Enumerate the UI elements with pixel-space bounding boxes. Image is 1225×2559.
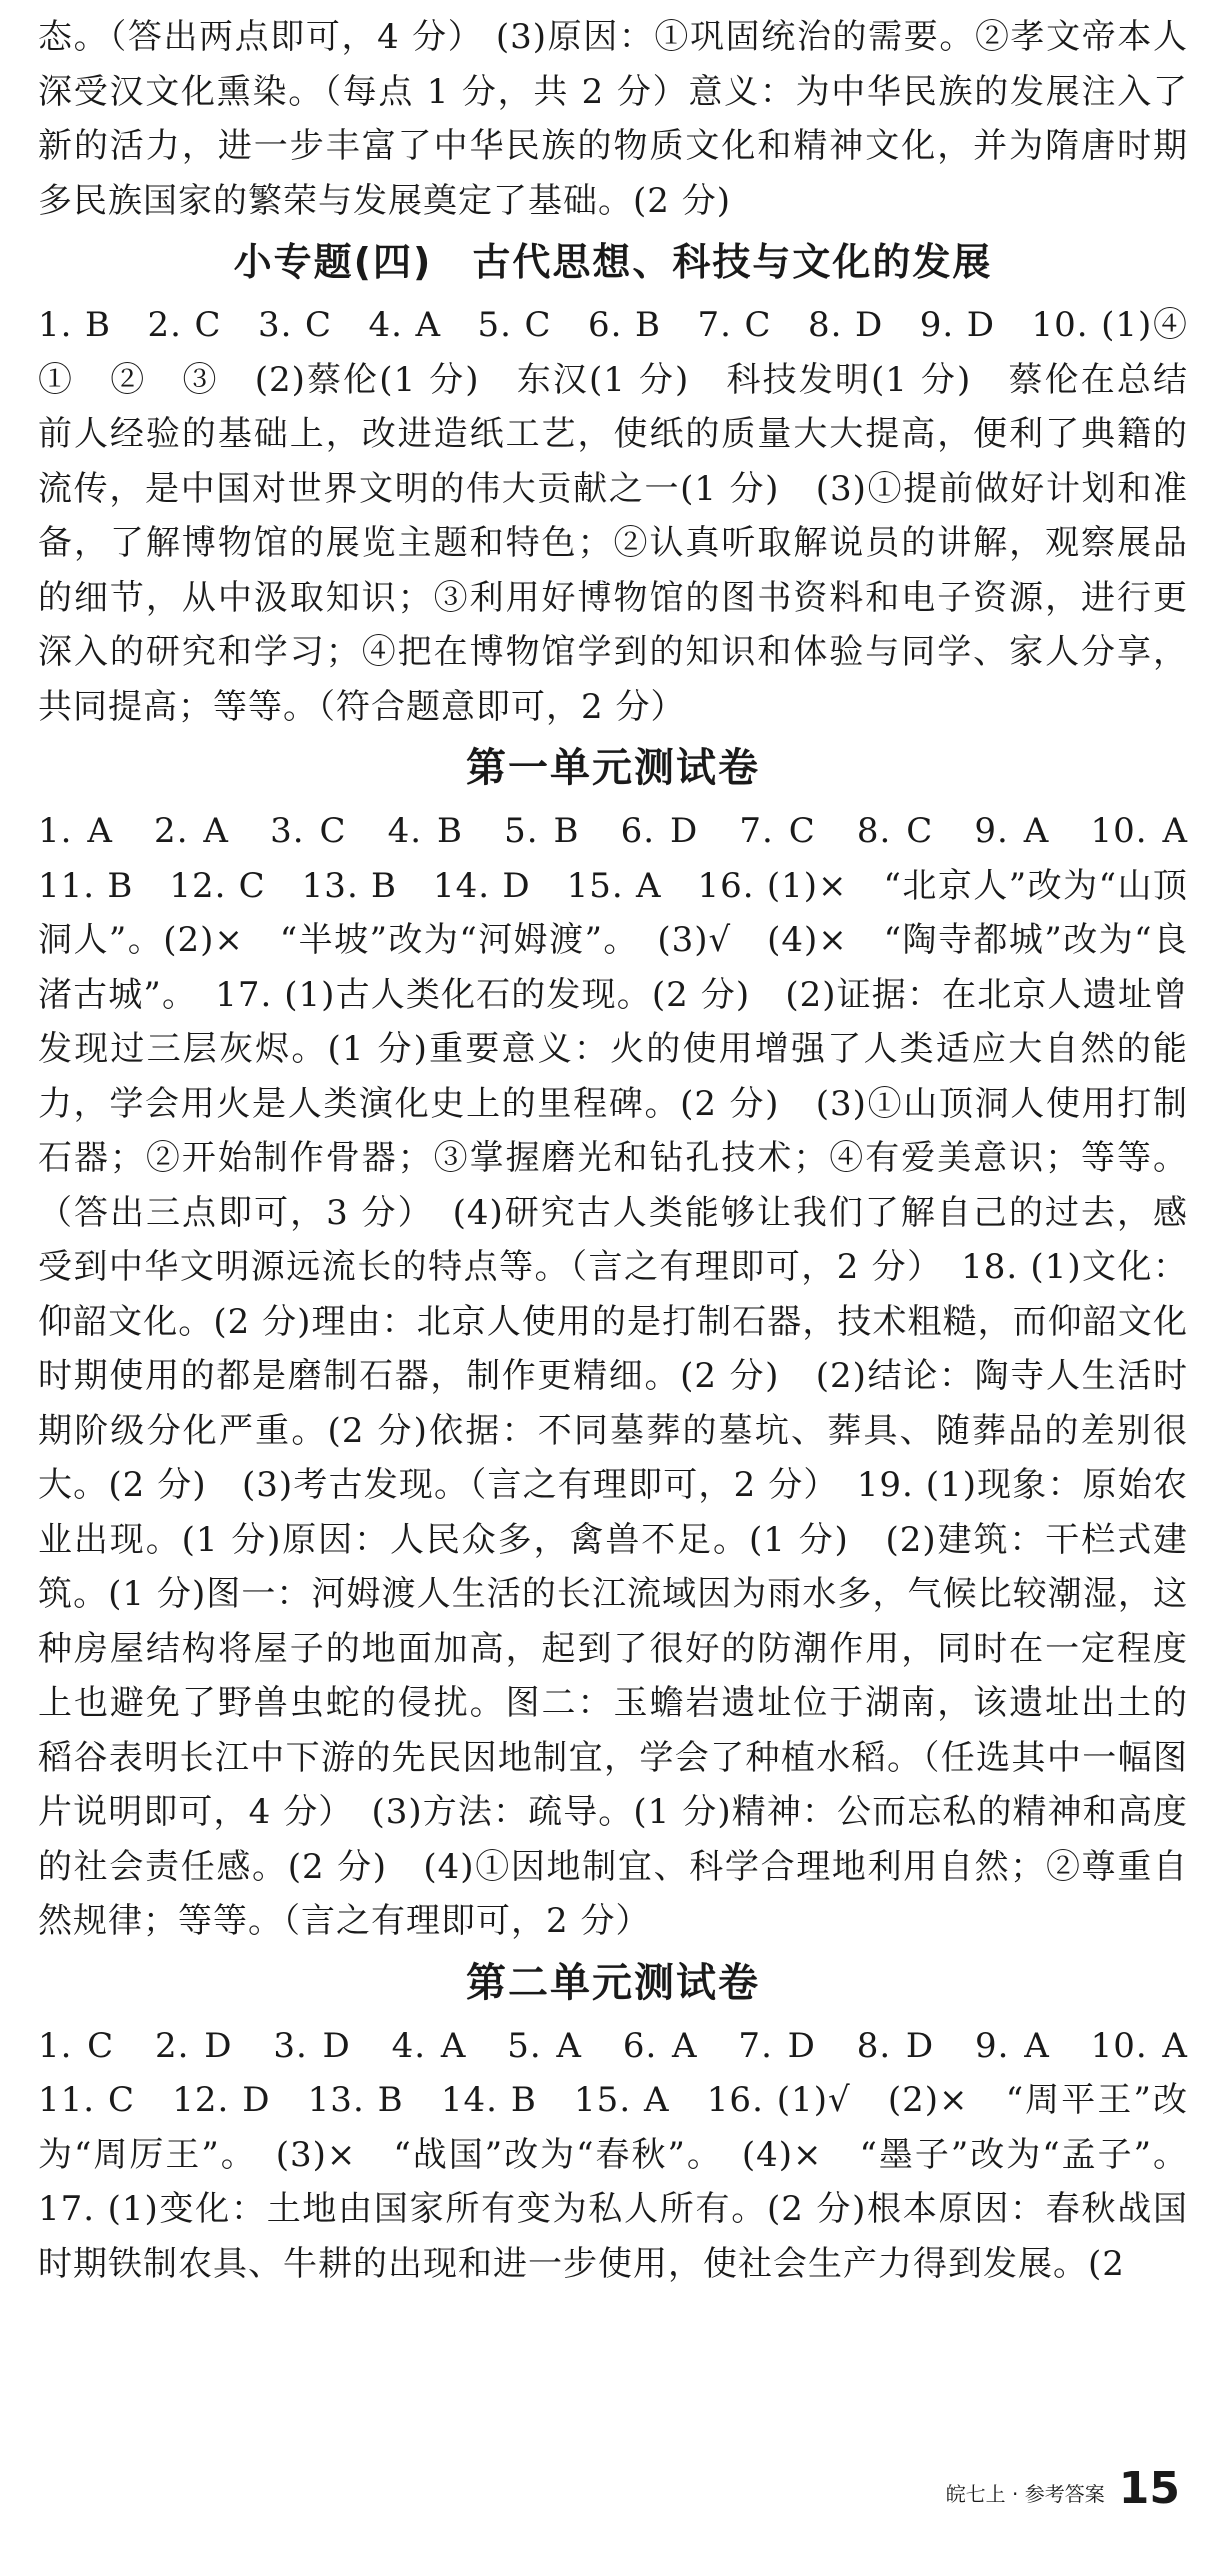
section-title-unit-1-test: 第一单元测试卷 — [466, 745, 760, 791]
page-number: 15 — [1118, 2463, 1180, 2514]
answer-page — [38, 10, 1223, 2291]
page-footer — [946, 2465, 1180, 2513]
continuation-paragraph: 态。（答出两点即可，4 分） (3)原因：①巩固统治的需要。②孝文帝本人深受汉文化熏染。（每点 1 分，共 2 分）意义：为中华民族的发展注入了新的活力，进一步丰富了中华民族的物质文化和精神文化，并为隋唐时期多民族国家的繁荣与发展奠定了基础。(2 分) — [38, 17, 1188, 221]
section-body-topic-4: 1. B 2. C 3. C 4. A 5. C 6. B 7. C 8. D 9. D 10. (1)④ ① ② ③ (2)蔡伦(1 分) 东汉(1 分) 科技发明(1 分) 蔡伦在总结前人经验的基础上，改进造纸工艺，使纸的质量大大提高，便利了典籍的流传，是中国对世界文明的伟大贡献之一(1 分) (3)①提前做好计划和准备，了解博物馆的展览主题和特色；②认真听取解说员的讲解，观察展品的细节，从中汲取知识；③利用好博物馆的图书资料和电子资源，进行更深入的研究和学习；④把在博物馆学到的知识和体验与同学、家人分享，共同提高；等等。（符合题意即可，2 分） — [38, 305, 1223, 727]
section-body-unit-1-test: 1. A 2. A 3. C 4. B 5. B 6. D 7. C 8. C 9. A 10. A 11. B 12. C 13. B 14. D 15. A 16. (1)× “北京人”改为“山顶洞人”。(2)× “半坡”改为“河姆渡”。 (3)√ (4)× “陶寺都城”改为“良渚古城”。 17. (1)古人类化石的发现。(2 分) (2)证据：在北京人遗址曾发现过三层灰烬。(1 分)重要意义：火的使用增强了人类适应大自然的能力，学会用火是人类演化史上的里程碑。(2 分) (3)①山顶洞人使用打制石器；②开始制作骨器；③掌握磨光和钻孔技术；④有爱美意识；等等。（答出三点即可，3 分） (4)研究古人类能够让我们了解自己的过去，感受到中华文明源远流长的特点等。（言之有理即可，2 分） 18. (1)文化：仰韶文化。(2 分)理由：北京人使用的是打制石器，技术粗糙，而仰韶文化时期使用的都是磨制石器，制作更精细。(2 分) (2)结论：陶寺人生活时期阶级分化严重。(2 分)依据：不同墓葬的墓坑、葬具、随葬品的差别很大。(2 分) (3)考古发现。（言之有理即可，2 分） 19. (1)现象：原始农业出现。(1 分)原因：人民众多，禽兽不足。(1 分) (2)建筑：干栏式建筑。(1 分)图一：河姆渡人生活的长江流域因为雨水多，气候比较潮湿，这种房屋结构将屋子的地面加高，起到了很好的防潮作用，同时在一定程度上也避免了野兽虫蛇的侵扰。图二：玉蟾岩遗址位于湖南，该遗址出土的稻谷表明长江中下游的先民因地制宜，学会了种植水稻。（任选其中一幅图片说明即可，4 分） (3)方法：疏导。(1 分)精神：公而忘私的精神和高度的社会责任感。(2 分) (4)①因地制宜、科学合理地利用自然；②尊重自然规律；等等。（言之有理即可，2 分） — [38, 811, 1223, 1941]
footer-label: 皖七上 · 参考答案 — [945, 2482, 1105, 2506]
section-title-topic-4: 小专题(四) 古代思想、科技与文化的发展 — [233, 240, 993, 284]
section-title-unit-2-test: 第二单元测试卷 — [466, 1959, 760, 2006]
section-body-unit-2-test: 1. C 2. D 3. D 4. A 5. A 6. A 7. D 8. D 9. A 10. A 11. C 12. D 13. B 14. B 15. A 16. (1)√ (2)× “周平王”改为“周厉王”。 (3)× “战国”改为“春秋”。 (4)× “墨子”改为“孟子”。17. (1)变化：土地由国家所有变为私人所有。(2 分)根本原因：春秋战国时期铁制农具、牛耕的出现和进一步使用，使社会生产力得到发展。(2 — [38, 2025, 1223, 2284]
